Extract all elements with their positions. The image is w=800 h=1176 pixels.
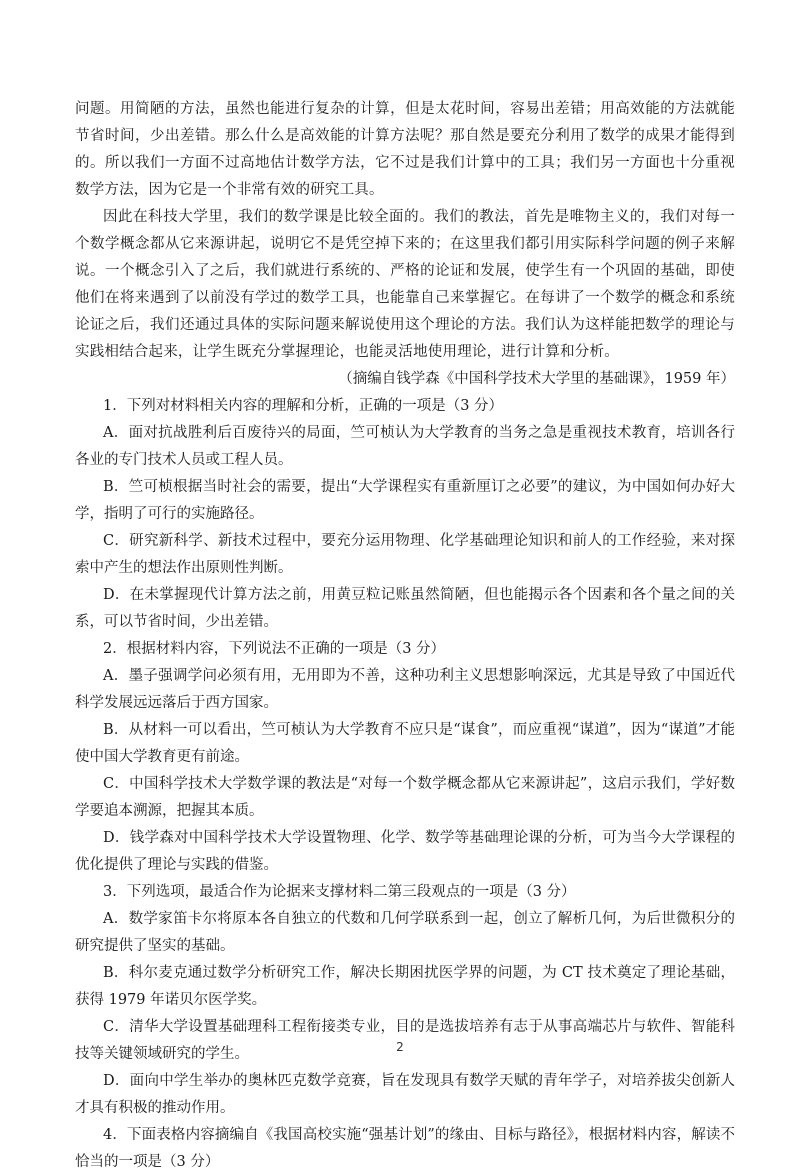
option-b: B．从材料一可以看出，竺可桢认为大学教育不应只是“谋食”，而应重视“谋道”，因为“谋道”才能使中国大学教育更有前途。 [75,722,735,765]
option-c: C．中国科学技术大学数学课的教法是“对每一个数学概念都从它来源讲起”，这启示我们，学好数学要追本溯源，把握其本质。 [75,776,735,819]
page-number: 2 [396,1040,404,1054]
question-stem: 3．下列选项，最适合作为论据来支撑材料二第三段观点的一项是（3 分） [103,884,576,900]
source-citation: （摘编自钱学森《中国科学技术大学里的基础课》，1959 年） [338,371,735,387]
question-2 [75,636,735,879]
option-d: D．在未掌握现代计算方法之前，用黄豆粒记账虽然简陋，但也能揭示各个因素和各个量之间的关系，可以节省时间，少出差错。 [75,587,735,630]
intro-paragraph-1: 问题。用简陋的方法，虽然也能进行复杂的计算，但是太花时间，容易出差错；用高效能的方法就能节省时间，少出差错。那么什么是高效能的计算方法呢？那自然是要充分利用了数学的成果才能得到的。所以我们一方面不过高地估计数学方法，它不过是我们计算中的工具；我们另一方面也十分重视数学方法，因为它是一个非常有效的研究工具。 [75,101,735,198]
question-4 [75,1122,735,1176]
document-body [75,96,735,1176]
intro-paragraph-2: 因此在科技大学里，我们的数学课是比较全面的。我们的教法，首先是唯物主义的，我们对每一个数学概念都从它来源讲起，说明它不是凭空掉下来的；在这里我们都引用实际科学问题的例子来解说。一个概念引入了之后，我们就进行系统的、严格的论证和发展，使学生有一个巩固的基础，即使他们在将来遇到了以前没有学过的数学工具，也能靠自己来掌握它。在每讲了一个数学的概念和系统论证之后，我们还通过具体的实际问题来解说使用这个理论的方法。我们认为这样能把数学的理论与实践相结合起来，让学生既充分掌握理论，也能灵活地使用理论，进行计算和分析。 [75,209,735,360]
question-stem: 2．根据材料内容，下列说法不正确的一项是（3 分） [103,641,446,657]
option-b: B．竺可桢根据当时社会的需要，提出“大学课程实有重新厘订之必要”的建议，为中国如何办好大学，指明了可行的实施路径。 [75,479,735,522]
option-c: C．清华大学设置基础理科工程衔接类专业，目的是选拔培养有志于从事高端芯片与软件、智能科技等关键领域研究的学生。 [75,1019,735,1062]
question-1 [75,393,735,636]
option-b: B．科尔麦克通过数学分析研究工作，解决长期困扰医学界的问题，为 CT 技术奠定了理论基础，获得 1979 年诺贝尔医学奖。 [75,965,735,1008]
option-d: D．钱学森对中国科学技术大学设置物理、化学、数学等基础理论课的分析，可为当今大学课程的优化提供了理论与实践的借鉴。 [75,830,735,873]
question-stem: 4．下面表格内容摘编自《我国高校实施“强基计划”的缘由、目标与路径》，根据材料内容，解读不恰当的一项是（3 分） [75,1127,735,1170]
question-stem: 1．下列对材料相关内容的理解和分析，正确的一项是（3 分） [103,398,504,414]
option-a: A．面对抗战胜利后百废待兴的局面，竺可桢认为大学教育的当务之急是重视技术教育，培训各行各业的专门技术人员或工程人员。 [75,425,735,468]
option-a: A．墨子强调学问必须有用，无用即为不善，这种功利主义思想影响深远，尤其是导致了中国近代科学发展远远落后于西方国家。 [75,668,735,711]
option-d: D．面向中学生举办的奥林匹克数学竞赛，旨在发现具有数学天赋的青年学子，对培养拔尖创新人才具有积极的推动作用。 [75,1073,735,1116]
option-c: C．研究新科学、新技术过程中，要充分运用物理、化学基础理论知识和前人的工作经验，来对探索中产生的想法作出原则性判断。 [75,533,735,576]
question-3 [75,879,735,1122]
option-a: A．数学家笛卡尔将原本各自独立的代数和几何学联系到一起，创立了解析几何，为后世微积分的研究提供了坚实的基础。 [75,911,735,954]
